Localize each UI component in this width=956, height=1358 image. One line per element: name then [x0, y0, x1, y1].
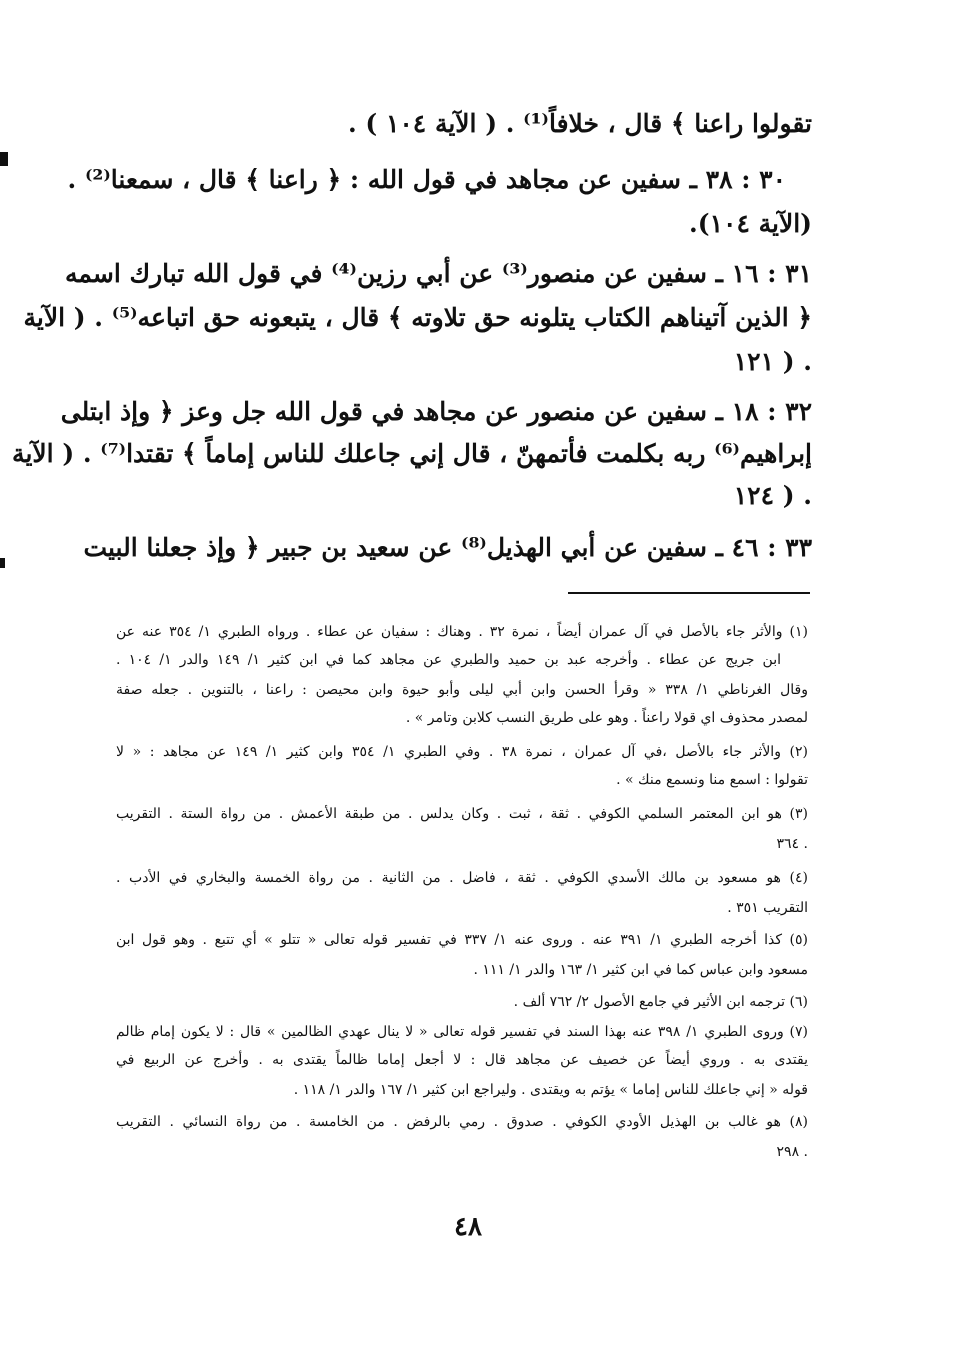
footnote-line: (٢) والأثر جاء بالأصل ،في آل عمران ، نمرة ٣٨ . وفي الطبري ١/ ٣٥٤ وابن كثير ١/ ١٤٩ عن مجاهد : « لا [116, 744, 809, 760]
footnote-line: (٣) هو ابن المعتمر السلمي الكوفي . ثقة ، ثبت . وكان يدلس . من طبقة الأعمش . من رواة الستة . التقريب [116, 806, 808, 822]
footnote-line: (١) والأثر جاء بالأصل في آل عمران أيضاً ، نمرة ٣٢ . وهناك : سفيان عن عطاء . ورواه الطبري ١/ ٣٥٤ عنه عن [116, 624, 808, 640]
main-text-line: ٣١ : ١٦ ـ سفين عن منصور⁽³⁾ عن أبي رزين⁽⁴⁾ في قول الله تبارك اسمه [65, 259, 812, 288]
main-text-line: (الآية ١٠٤). [689, 209, 812, 238]
margin-mark [0, 558, 5, 568]
footnote-line: (٥) كذا أخرجه الطبري ١/ ٣٩١ عنه . وروى عنه ١/ ٣٣٧ في تفسير قوله تعالى « تتلو » أي تتبع . وهو قول ابن [116, 932, 809, 948]
main-text-line: ٣٢ : ١٨ ـ سفين عن منصور عن مجاهد في قول الله جل وعز ﴿ وإذ ابتلى [60, 397, 812, 426]
main-text-line: ٣٠ : ٣٨ ـ سفين عن مجاهد في قول الله : ﴿ راعنا ﴾ قال ، سمعنا⁽²⁾ . [67, 165, 786, 194]
footnote-line: . ٣٦٤ [776, 836, 808, 852]
footnote-line: ابن جريج عن عطاء . وأخرجه عبد بن حميد والطبري عن مجاهد كما في ابن كثير ١/ ١٤٩ والدر ١/ ١٠٤ . [116, 652, 781, 668]
footnote-separator [568, 592, 810, 594]
main-text-line: ﴿ الذين آتيناهم الكتاب يتلونه حق تلاوته ﴾ قال ، يتبعونه حق اتباعه⁽⁵⁾ . ( الآية [23, 303, 812, 332]
footnote-line: وقال الغرناطي ١/ ٣٣٨ « وقرأ الحسن وابن أبي ليلى وأبو حيوة وابن محيصن : راعنا ، بالتنوين . جعله صفة [116, 682, 808, 698]
footnote-line: مسعود وابن عباس كما في ابن كثير ١/ ١٦٣ والدر ١/ ١١١ . [473, 962, 808, 978]
footnote-line: (٤) هو مسعود بن مالك الأسدي الكوفي . ثقة ، فاضل . من الثانية . من رواة الخمسة والبخاري في الأدب . [116, 870, 808, 886]
footnote-line: التقريب ٣٥١ . [727, 900, 808, 916]
footnote-line: لمصدر محذوف اي قولا راعناً . وهو على طريق النسب كلابن وتامر » . [405, 710, 808, 726]
main-text-line: ٣٣ : ٤٦ ـ سفين عن أبي الهذيل⁽⁸⁾ عن سعيد بن جبير ﴿ وإذ جعلنا البيت [83, 533, 812, 562]
main-text-line: . ( ١٢١ [733, 347, 812, 376]
footnote-line: تقولوا : اسمع منا ونسمع منك » . [616, 772, 808, 788]
main-text-line: إبراهيم⁽⁶⁾ ربه بكلمت فأتمهنّ ، قال إني جاعلك للناس إماماً ﴾ تقتدا⁽⁷⁾ . ( الآية [12, 439, 812, 468]
main-text-line: تقولوا راعنا ﴾ قال ، خلافاً⁽¹⁾ . ( الآية ١٠٤ ) . [347, 109, 812, 138]
footnote-line: . ٢٩٨ [776, 1144, 808, 1160]
footnote-line: (٧) وروى الطبري ١/ ٣٩٨ عنه بهذا السند في تفسير قوله تعالى « لا ينال عهدي الظالمين » قال : لا يكون إمام ظالم [116, 1024, 808, 1040]
footnote-line: يقتدى به . وروي أيضاً عن خصيف عن مجاهد قال : لا أجعل إماما ظالماً يقتدى به . وأخرج عن الربيع في [116, 1052, 808, 1068]
footnote-line: قوله « إني جاعلك للناس إماما » يؤتم به ويقتدى . وليراجع ابن كثير ١/ ١٦٧ والدر ١/ ١١٨ . [293, 1082, 808, 1098]
margin-mark [0, 152, 8, 166]
page-number: ٤٨ [454, 1212, 482, 1242]
main-text-line: . ( ١٢٤ [733, 481, 812, 510]
footnote-line: (٨) هو غالب بن الهذيل الأودي الكوفي . صدوق . رمي بالرفض . من الخامسة . من رواة النسائي . التقريب [116, 1114, 808, 1130]
footnote-line: (٦) ترجمه ابن الأثير في جامع الأصول ٢/ ٧٦٢ ألف . [513, 994, 808, 1010]
